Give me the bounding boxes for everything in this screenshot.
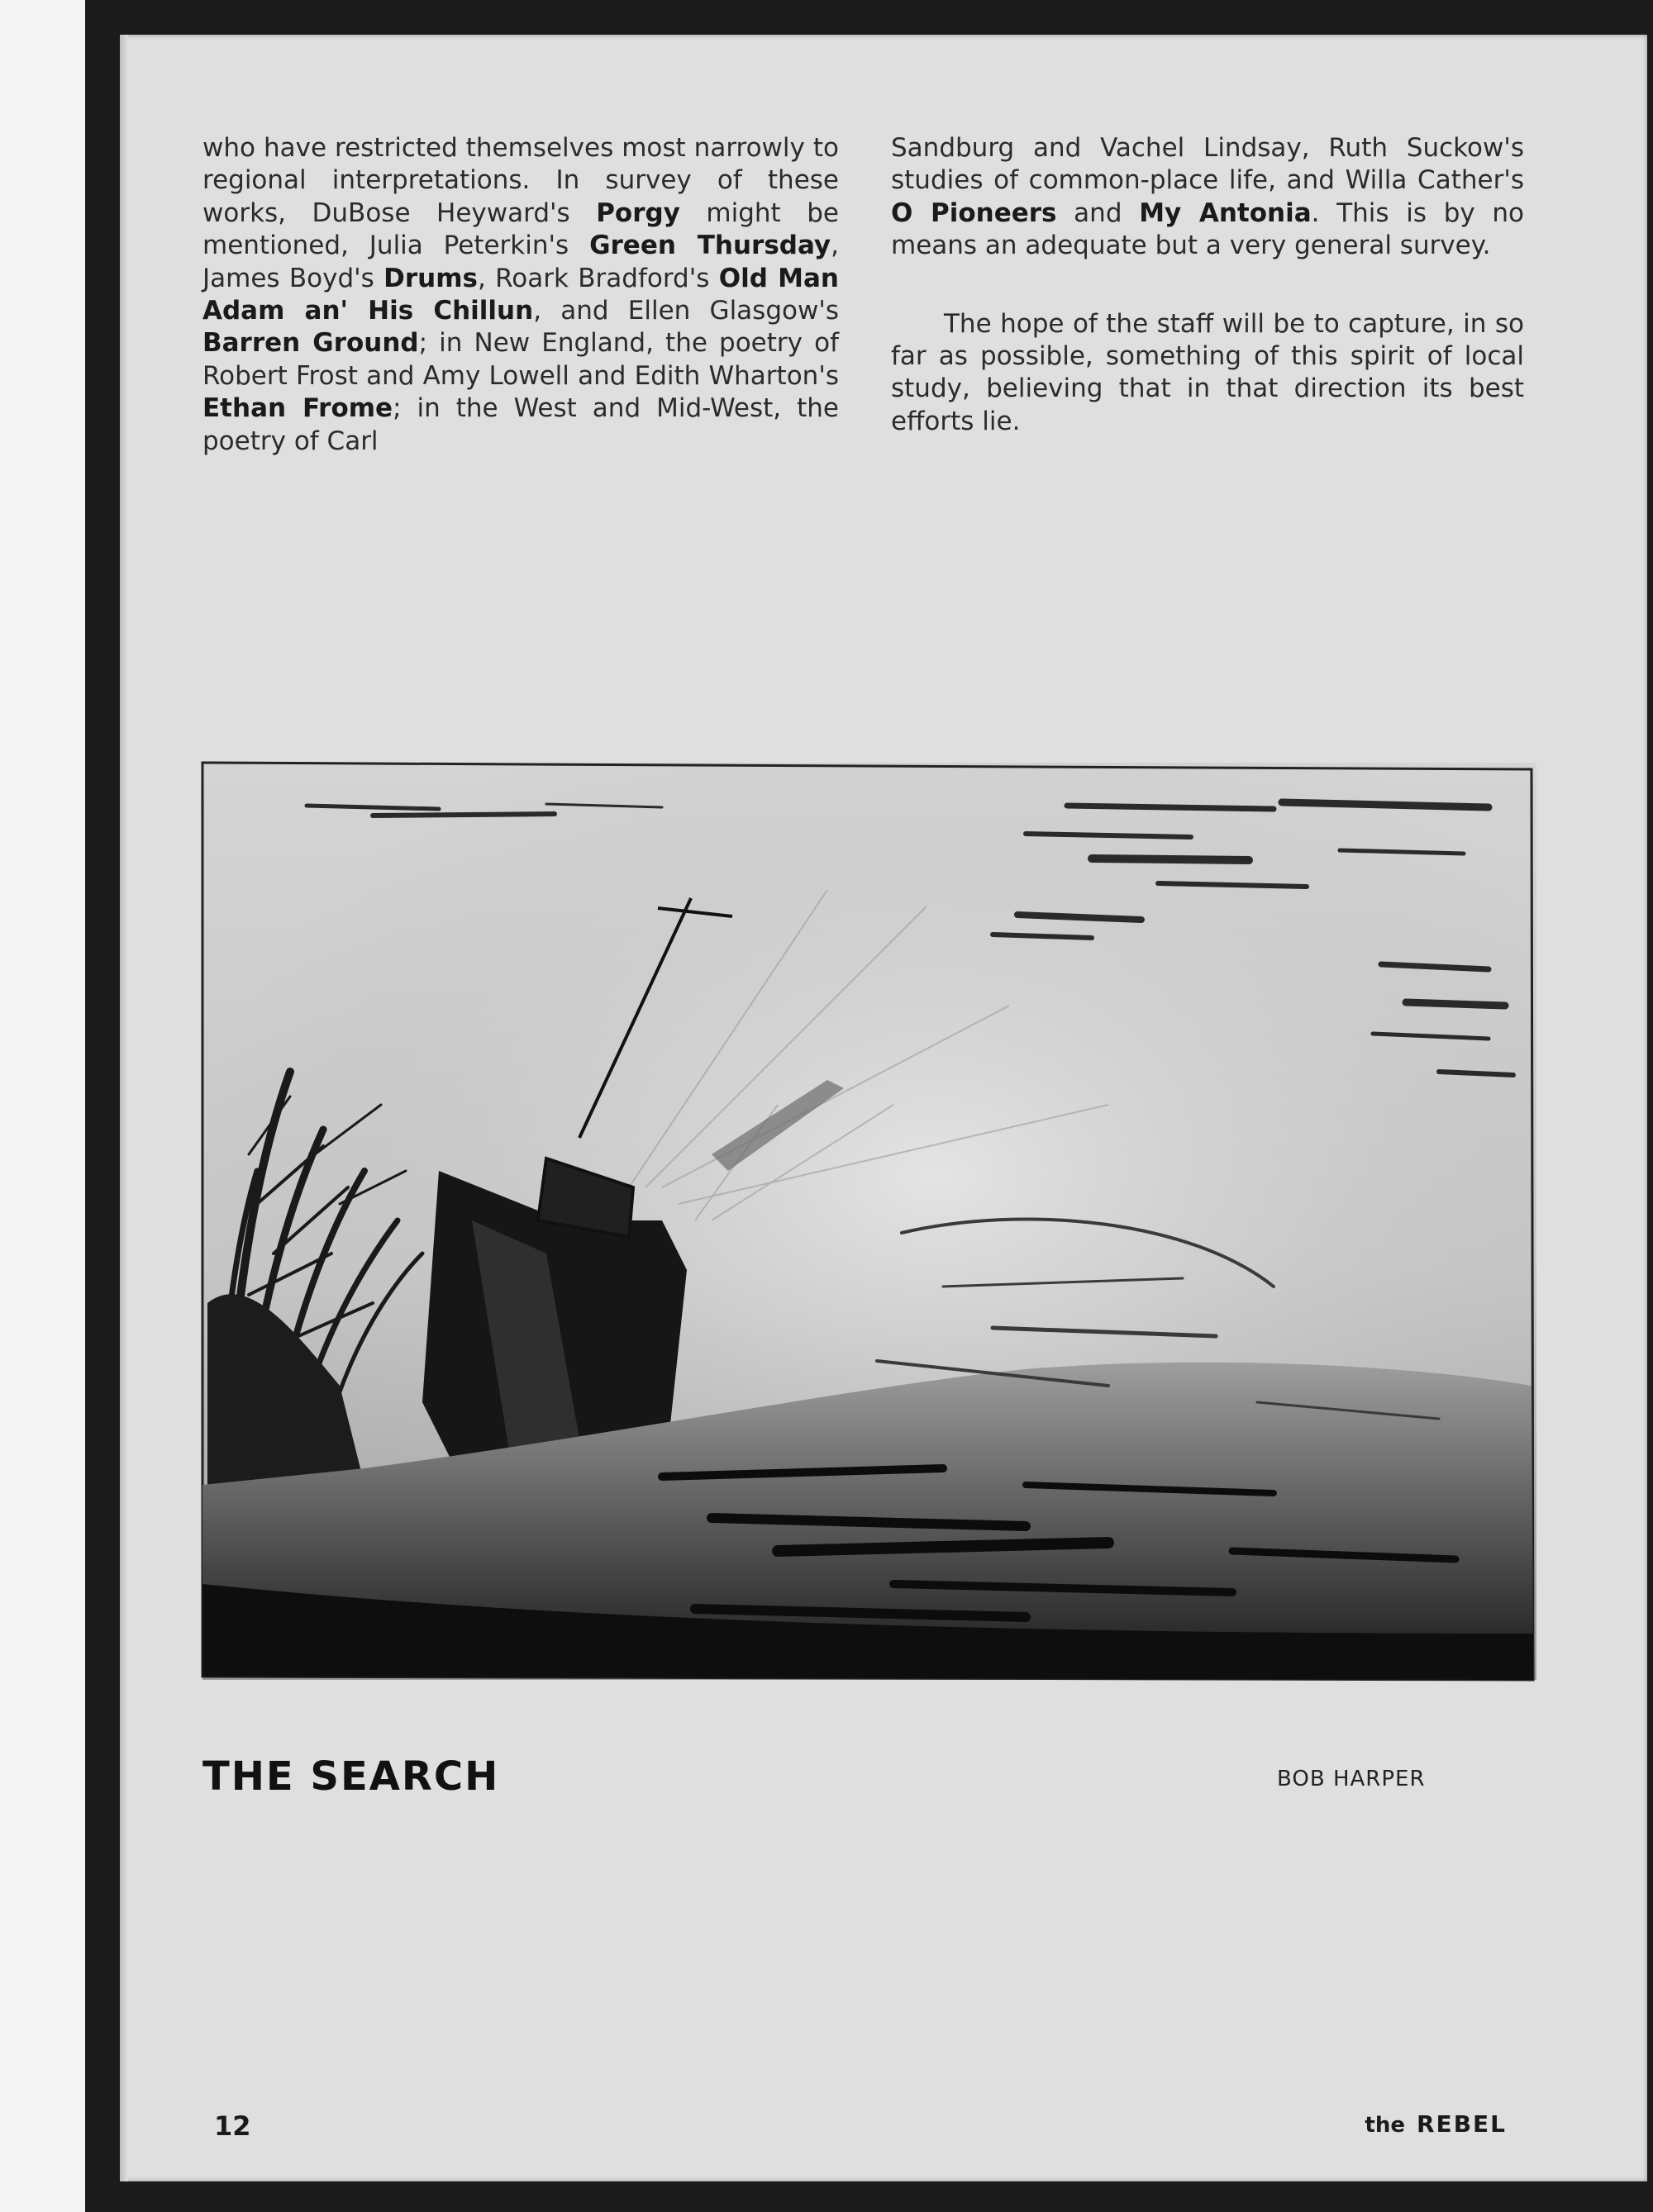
book-title: Barren Ground — [202, 328, 419, 359]
left-margin-strip — [0, 0, 85, 2212]
book-title: O Pioneers — [891, 197, 1057, 228]
book-title: Drums — [383, 263, 478, 293]
right-paragraph-1 — [891, 132, 1524, 263]
magazine-title: REBEL — [1417, 2110, 1507, 2138]
text-run: , James Boyd's — [202, 231, 839, 293]
text-run: ; in New England, the poetry of Robert Frost and Amy Lowell and Edith Wharton's — [202, 328, 839, 391]
text-run: and — [1056, 197, 1140, 228]
magazine-prefix: the — [1365, 2113, 1405, 2138]
right-text-column — [891, 132, 1524, 438]
text-run: . This is by no means an adequate but a very general survey. — [891, 197, 1525, 261]
left-text-column — [202, 132, 839, 458]
the-search-illustration — [199, 758, 1538, 1716]
text-run: ; in the West and Mid-West, the poetry of Carl — [202, 393, 839, 456]
book-title: Green Thursday — [589, 231, 831, 261]
magazine-page — [120, 35, 1647, 2181]
left-paragraph — [202, 132, 839, 458]
text-run: , and Ellen Glasgow's — [533, 296, 839, 326]
right-paragraph-2: The hope of the staff will be to capture, in so far as possible, something of this spirit of local study, believing that in that direction its best efforts lie. — [891, 308, 1524, 436]
text-run: Sandburg and Vachel Lindsay, Ruth Suckow's studies of common-place life, and Willa Cather's — [891, 133, 1524, 196]
page-number: 12 — [214, 2110, 251, 2142]
text-run: , Roark Bradford's — [477, 263, 719, 293]
text-run: might be mentioned, Julia Peterkin's — [202, 197, 839, 261]
artist-signature: BOB HARPER — [1277, 1767, 1426, 1791]
illustration-title: THE SEARCH — [202, 1753, 500, 1800]
book-title: Old Man Adam an' His Chillun — [202, 263, 839, 326]
text-run: who have restricted themselves most narrowly to regional interpretations. In survey of these works, DuBose Heyward's — [202, 133, 839, 228]
book-title: My Antonia — [1139, 197, 1312, 228]
magazine-name — [1365, 2110, 1507, 2138]
book-title: Porgy — [596, 197, 680, 228]
book-title: Ethan Frome — [202, 393, 393, 424]
